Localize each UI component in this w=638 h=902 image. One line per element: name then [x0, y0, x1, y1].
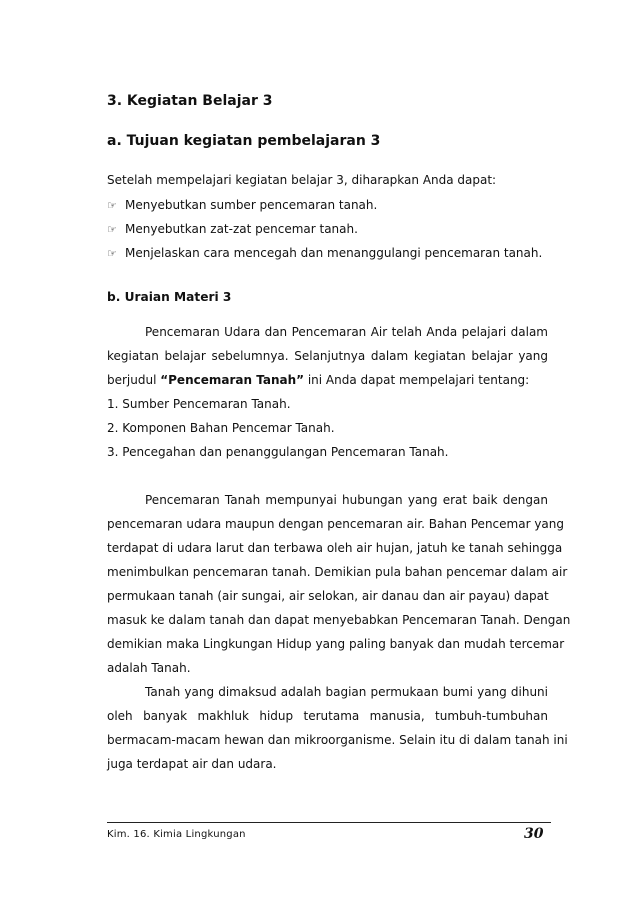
paragraph-line: oleh banyak makhluk hidup terutama manusia, tumbuh-tumbuhan	[107, 709, 548, 723]
paragraph-line: berjudul “Pencemaran Tanah” ini Anda dapat mempelajari tentang:	[107, 373, 530, 387]
pointing-hand-icon: ☞	[107, 223, 117, 236]
paragraph-line: terdapat di udara larut dan terbawa oleh air hujan, jatuh ke tanah sehingga	[107, 541, 563, 555]
paragraph-line: Pencemaran Udara dan Pencemaran Air telah Anda pelajari dalam	[145, 325, 548, 339]
paragraph-line: demikian maka Lingkungan Hidup yang paling banyak dan mudah tercemar	[107, 637, 565, 651]
list-item: 1. Sumber Pencemaran Tanah.	[107, 397, 291, 411]
paragraph-line: menimbulkan pencemaran tanah. Demikian pula bahan pencemar dalam air	[107, 565, 568, 579]
material-heading: b. Uraian Materi 3	[107, 290, 232, 304]
page-number: 30	[524, 826, 544, 842]
list-item: 2. Komponen Bahan Pencemar Tanah.	[107, 421, 335, 435]
objectives-heading: a. Tujuan kegiatan pembelajaran 3	[107, 133, 381, 149]
paragraph-line: pencemaran udara maupun dengan pencemaran air. Bahan Pencemar yang	[107, 517, 564, 531]
objective-item: ☞ Menyebutkan zat-zat pencemar tanah.	[107, 222, 358, 236]
objective-item: ☞ Menyebutkan sumber pencemaran tanah.	[107, 198, 378, 212]
list-item: 3. Pencegahan dan penanggulangan Pencemaran Tanah.	[107, 445, 449, 459]
paragraph-line: Pencemaran Tanah mempunyai hubungan yang erat baik dengan	[145, 493, 548, 507]
objectives-intro: Setelah mempelajari kegiatan belajar 3, diharapkan Anda dapat:	[107, 173, 497, 187]
topic-title: “Pencemaran Tanah”	[160, 373, 305, 387]
footer-module-title: Kim. 16. Kimia Lingkungan	[107, 829, 246, 840]
objective-item: ☞ Menjelaskan cara mencegah dan menanggulangi pencemaran tanah.	[107, 246, 543, 260]
paragraph-line: permukaan tanah (air sungai, air selokan, air danau dan air payau) dapat	[107, 589, 549, 603]
paragraph-line: Tanah yang dimaksud adalah bagian permukaan bumi yang dihuni	[145, 685, 548, 699]
pointing-hand-icon: ☞	[107, 247, 117, 260]
footer-divider	[107, 822, 551, 823]
paragraph-line: bermacam-macam hewan dan mikroorganisme. Selain itu di dalam tanah ini	[107, 733, 568, 747]
section-heading: 3. Kegiatan Belajar 3	[107, 93, 273, 109]
paragraph-line: masuk ke dalam tanah dan dapat menyebabkan Pencemaran Tanah. Dengan	[107, 613, 571, 627]
pointing-hand-icon: ☞	[107, 199, 117, 212]
paragraph-line: adalah Tanah.	[107, 661, 191, 675]
paragraph-line: juga terdapat air dan udara.	[107, 757, 277, 771]
paragraph-line: kegiatan belajar sebelumnya. Selanjutnya dalam kegiatan belajar yang	[107, 349, 548, 363]
